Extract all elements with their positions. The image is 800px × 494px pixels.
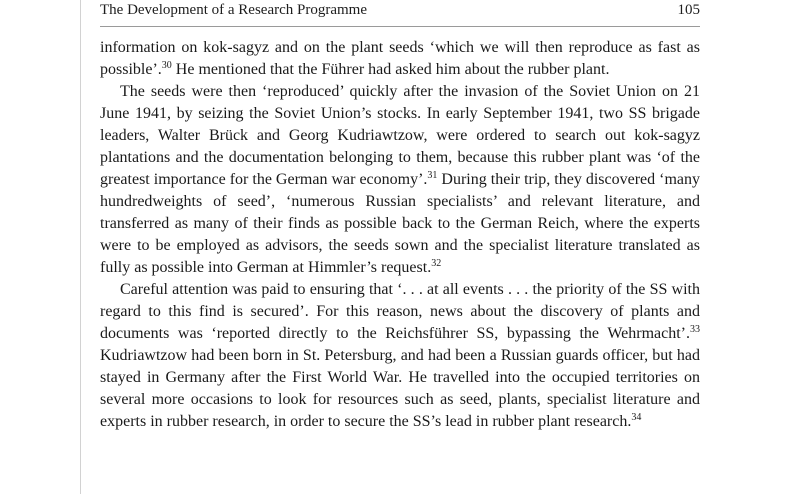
text-run: The seeds were then ‘reproduced’ quickly after the invasion of the Soviet Union on 21 June 1941, by seizing the Soviet Union’s stocks. In early September 1941, two SS brigade leaders, Walter Brück and Georg Kudriawtzow, were ordered to search out kok-sagyz plantations and the documentation belonging to them, because this rubber plant was ‘of the greatest importance for the German war economy’. (100, 83, 700, 188)
body-text (100, 37, 700, 433)
page-edge-line (80, 0, 81, 494)
text-run: During their trip, they discovered ‘many hundredweights of seed’, ‘numerous Russian specialists’ and relevant literature, and transferred as many of their finds as possible back to the German Reich, where the experts were to be employed as advisors, the seeds sown and the specialist literature translated as fully as possible into German at Himmler’s request. (100, 171, 701, 276)
footnote-ref: 31 (427, 170, 438, 181)
paragraph (100, 279, 700, 433)
header-rule (100, 26, 700, 27)
footnote-ref: 33 (690, 324, 700, 335)
text-run: Careful attention was paid to ensuring that ‘. . . at all events . . . the priority of the SS with regard to this find is secured’. For this reason, news about the discovery of plants and documents was ‘reported directly to the Reichsführer SS, bypassing the Wehrmacht’. (100, 281, 700, 342)
footnote-ref: 32 (431, 258, 442, 269)
text-run: information on kok-sagyz and on the plant seeds ‘which we will then reproduce as fast as possible’. (100, 39, 700, 78)
page-number: 105 (677, 2, 700, 18)
footnote-ref: 34 (631, 412, 642, 423)
running-head (100, 2, 700, 26)
footnote-ref: 30 (161, 60, 172, 71)
paragraph (100, 37, 700, 81)
paragraph (100, 81, 700, 279)
running-head-title: The Development of a Research Programme (100, 2, 367, 18)
text-run: He mentioned that the Führer had asked him about the rubber plant. (171, 61, 610, 78)
text-run: Kudriawtzow had been born in St. Petersburg, and had been a Russian guards officer, but had stayed in Germany after the First World War. He travelled into the occupied territories on several more occasions to look for resources such as seed, plants, specialist literature and experts in rubber research, in order to secure the SS’s lead in rubber plant research. (100, 347, 700, 430)
